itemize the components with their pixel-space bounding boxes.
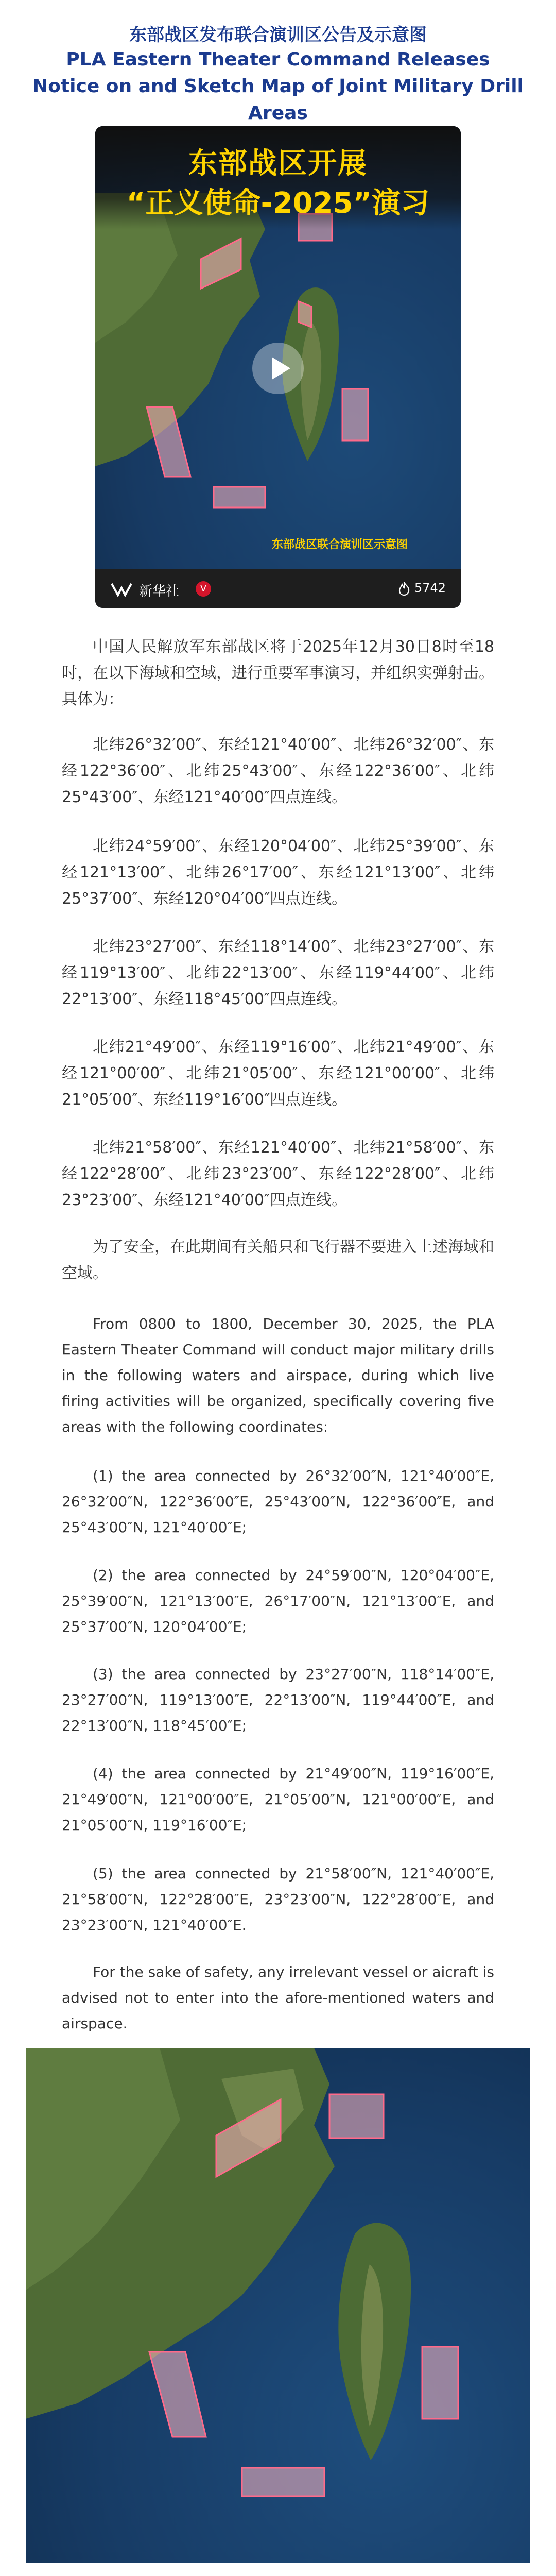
- video-player[interactable]: [95, 126, 461, 608]
- page-title-en: PLA Eastern Theater Command Releases Notice on and Sketch Map of Joint Military Drill Areas: [32, 49, 524, 124]
- fire-icon: [396, 581, 412, 596]
- body-cn-intro: 中国人民解放军东部战区将于2025年12月30日8时至18时，在以下海域和空域，进行重要军事演习，并组织实弹射击。具体为：: [62, 638, 494, 708]
- body-cn-area-4: 北纬21°49′00″、东经119°16′00″、北纬21°49′00″、东经121°00′00″、北纬21°05′00″、东经121°00′00″、北纬21°05′00″、东经119°16′00″四点连线。: [62, 1038, 494, 1109]
- zone-4: [214, 487, 265, 507]
- zone-3: [149, 2352, 206, 2437]
- zone-1: [299, 301, 311, 327]
- body-cn-area-2: 北纬24°59′00″、东经120°04′00″、北纬25°39′00″、东经121°13′00″、北纬26°17′00″、东经121°13′00″、北纬25°37′00″、东经120°04′00″四点连线。: [62, 837, 494, 908]
- zone-1: [329, 2094, 384, 2138]
- view-count: 5742: [414, 581, 446, 595]
- drill-area-map: [26, 2048, 530, 2563]
- zone-3: [147, 407, 190, 477]
- zone-4: [242, 2468, 324, 2496]
- drill-area-map-svg: [26, 2048, 530, 2563]
- body-cn-area-3: 北纬23°27′00″、东经118°14′00″、北纬23°27′00″、东经119°13′00″、北纬22°13′00″、东经119°44′00″、北纬22°13′00″、东经118°45′00″四点连线。: [62, 938, 494, 1008]
- body-en-area-5: (5) the area connected by 21°58′00″N, 121°40′00″E, 21°58′00″N, 122°28′00″E, 23°23′00″N, 122°28′00″E, and 23°23′00″N, 121°40′00″E.: [62, 1865, 494, 1934]
- body-en-intro: From 0800 to 1800, December 30, 2025, the PLA Eastern Theater Command will conduct major military drills in the following waters and airspace, during which live firing activities will be organized, specifically covering five areas with the following coordinates:: [62, 1315, 494, 1435]
- xinhua-logo-icon: [111, 582, 132, 597]
- body-en-area-2: (2) the area connected by 24°59′00″N, 120°04′00″E, 25°39′00″N, 121°13′00″E, 26°17′00″N, 121°13′00″E, and 25°37′00″N, 120°04′00″E;: [62, 1567, 494, 1635]
- video-footer: [95, 569, 461, 608]
- body-cn-area-1: 北纬26°32′00″、东经121°40′00″、北纬26°32′00″、东经122°36′00″、北纬25°43′00″、东经122°36′00″、北纬25°43′00″、东经121°40′00″四点连线。: [62, 736, 494, 806]
- body-en-area-1: (1) the area connected by 26°32′00″N, 121°40′00″E, 26°32′00″N, 122°36′00″E, 25°43′00″N, 122°36′00″E, and 25°43′00″N, 121°40′00″E;: [62, 1467, 494, 1536]
- body-cn-safety: 为了安全，在此期间有关船只和飞行器不要进入上述海域和空域。: [62, 1238, 494, 1282]
- body-en-safety: For the sake of safety, any irrelevant vessel or aicraft is advised not to enter into the afore-mentioned waters and airspace.: [62, 1963, 494, 2032]
- verified-badge: V: [196, 581, 211, 597]
- page-title-cn: 东部战区发布联合演训区公告及示意图: [129, 25, 427, 45]
- body-cn-area-5: 北纬21°58′00″、东经121°40′00″、北纬21°58′00″、东经122°28′00″、北纬23°23′00″、东经122°28′00″、北纬23°23′00″、东经121°40′00″四点连线。: [62, 1139, 494, 1209]
- video-source[interactable]: 新华社: [139, 584, 180, 599]
- video-map-caption: 东部战区联合演训区示意图: [271, 538, 408, 551]
- zone-5: [422, 2347, 458, 2419]
- zone-5: [342, 389, 368, 440]
- video-title-overlay: [95, 126, 461, 229]
- video-title-line2: “正义使命-2025”演习: [126, 187, 430, 220]
- play-icon[interactable]: [252, 343, 304, 394]
- body-en-area-3: (3) the area connected by 23°27′00″N, 118°14′00″E, 23°27′00″N, 119°13′00″E, 22°13′00″N, 119°44′00″E, and 22°13′00″N, 118°45′00″E;: [62, 1666, 494, 1734]
- body-en-area-4: (4) the area connected by 21°49′00″N, 119°16′00″E, 21°49′00″N, 121°00′00″E, 21°05′00″N, 121°00′00″E, and 21°05′00″N, 119°16′00″E;: [62, 1765, 494, 1834]
- video-title-line1: 东部战区开展: [188, 147, 368, 180]
